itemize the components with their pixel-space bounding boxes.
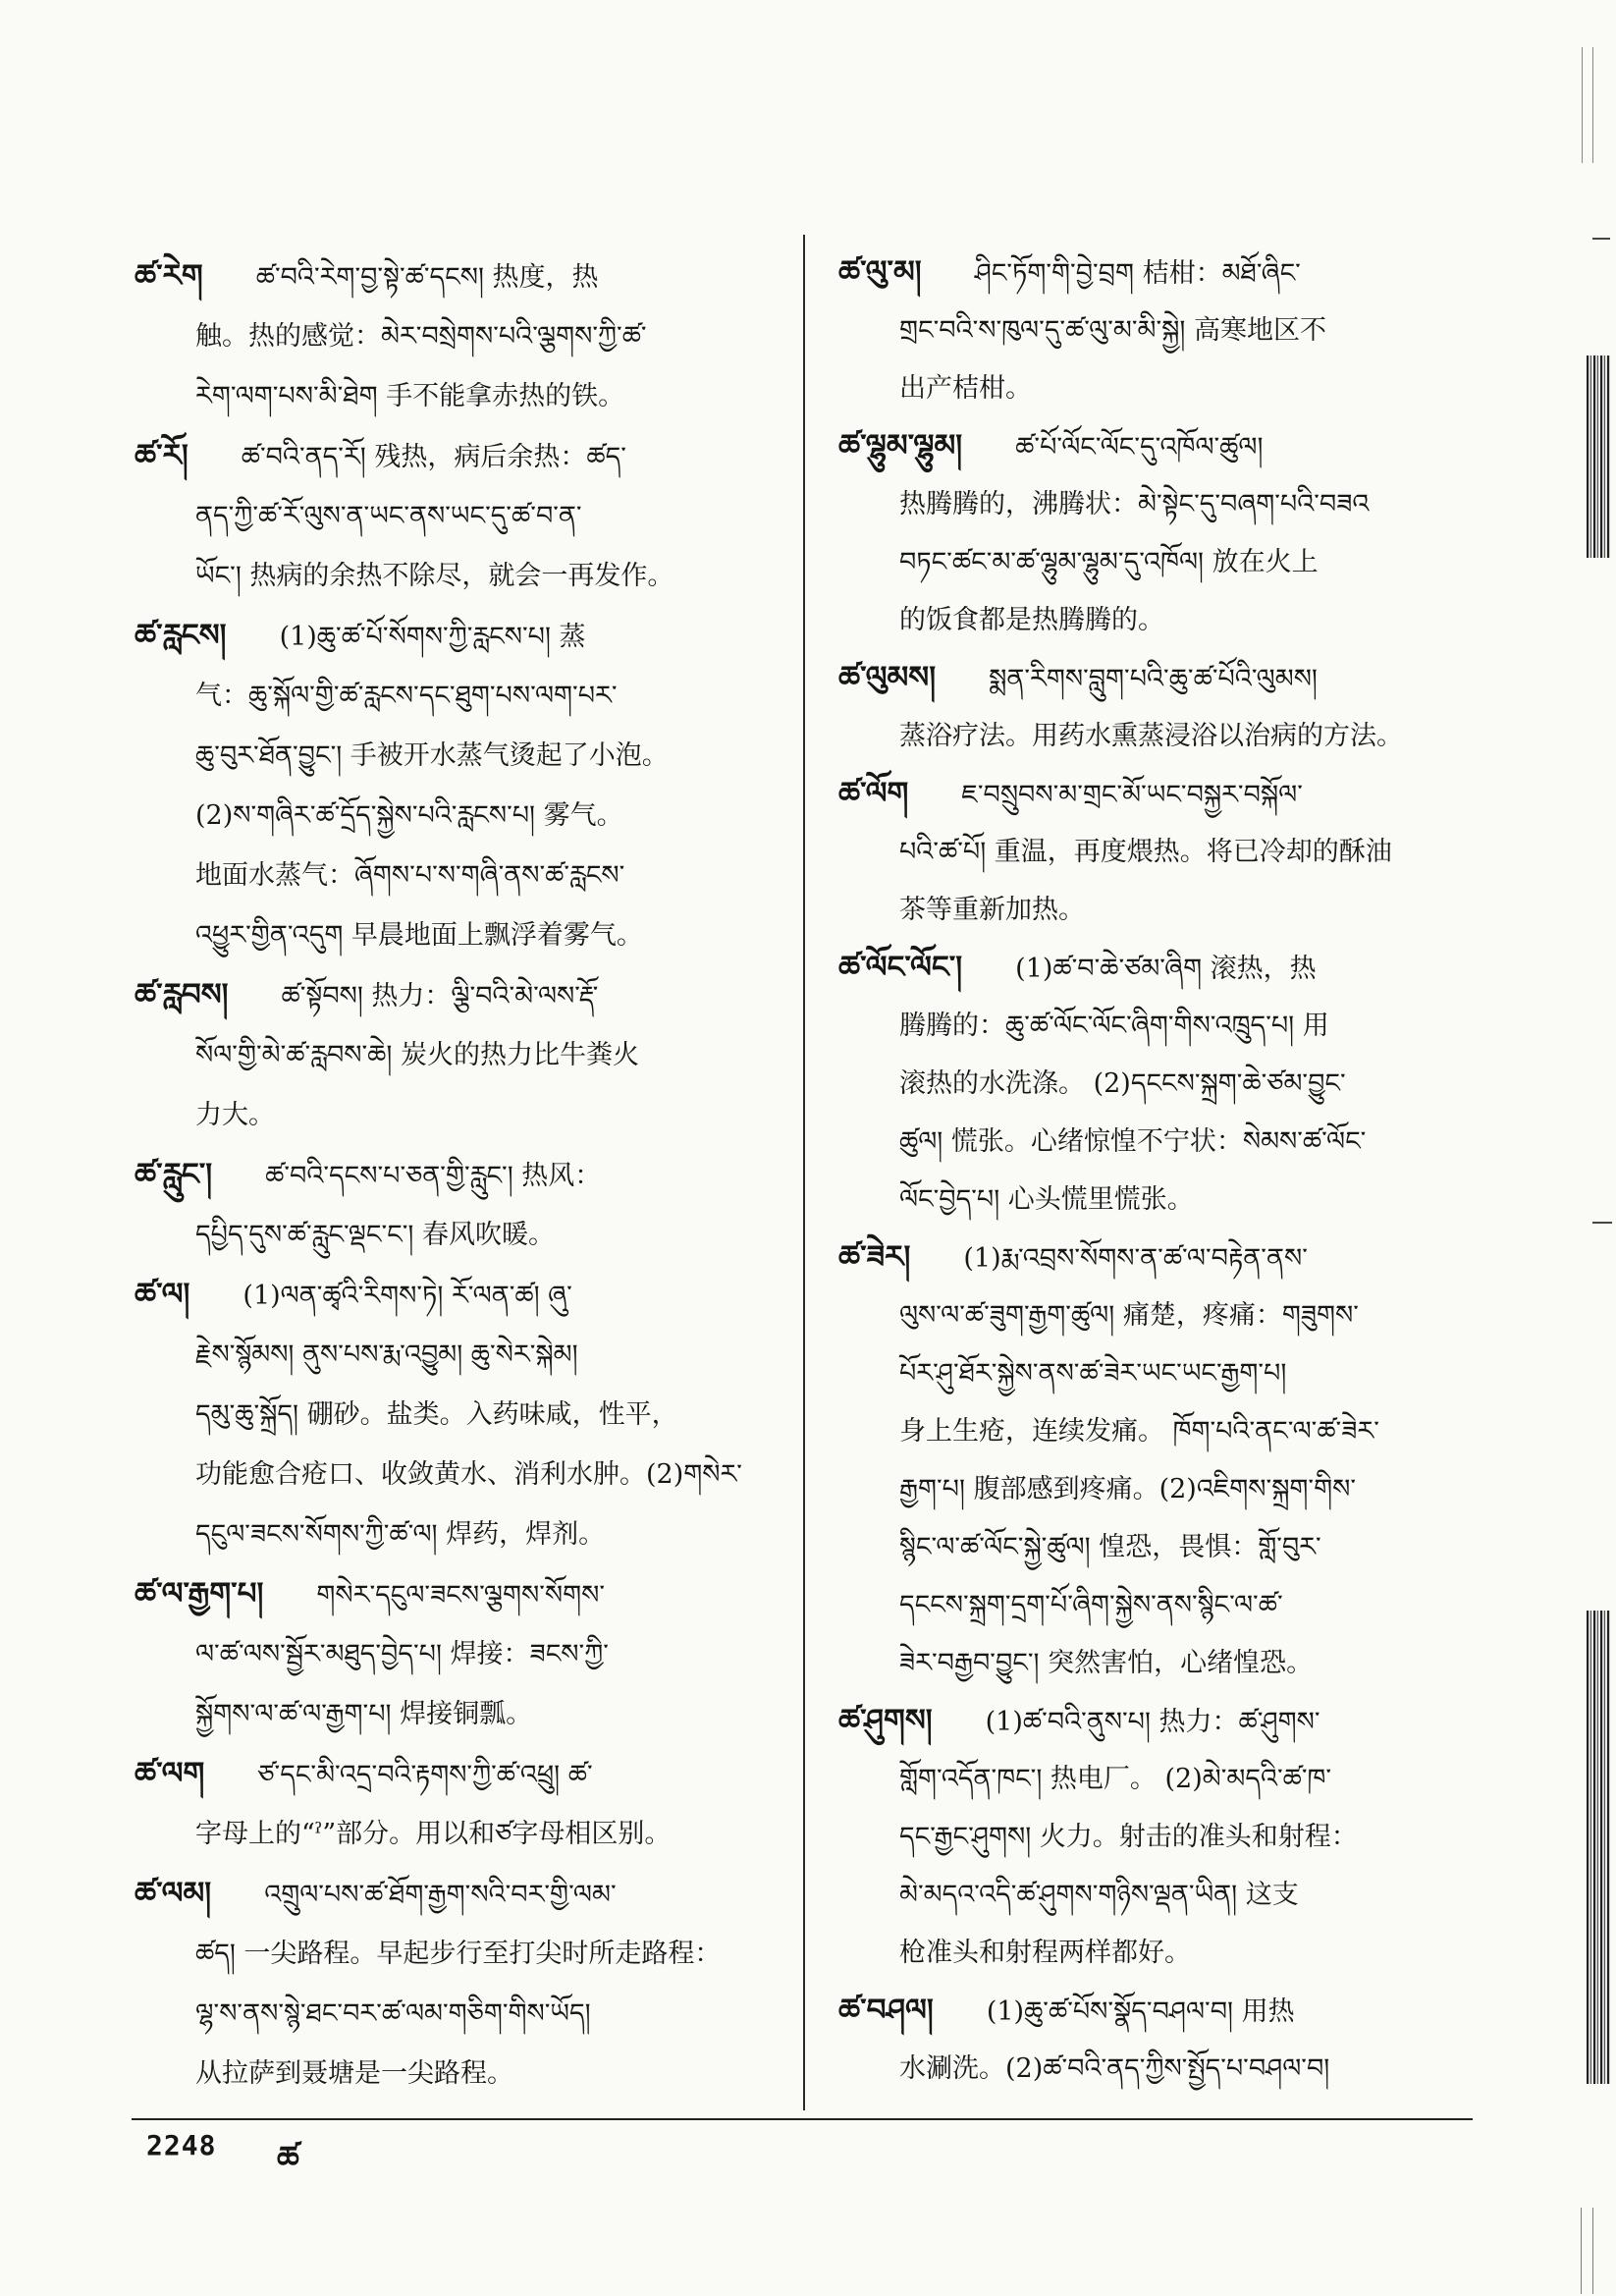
- definition-text: 腾腾的：ཆུ་ཚ་ལོང་ལོང་ཞིག་གིས་འཁྲུད་པ། 用: [899, 1011, 1329, 1041]
- entry-first-line: [135, 246, 777, 306]
- dictionary-entry: [135, 965, 777, 1145]
- entry-continuation-line: [838, 1113, 1480, 1171]
- definition-text: སོལ་གྱི་མེ་ཚ་རླབས་ཆེ། 炭火的热力比牛粪火: [195, 1040, 639, 1070]
- definition-text: པའི་ཚ་པོ། 重温，再度煨热。将已冷却的酥油: [899, 837, 1392, 867]
- dictionary-entry: [838, 417, 1480, 649]
- headword: ཚ་རེག: [135, 258, 203, 294]
- definition-text: ཚ་པོ་ལོང་ལོང་དུ་འཁོལ་ཚུལ།: [1015, 432, 1264, 463]
- definition-text: (1)ཆུ་ཚ་པོ་སོགས་ཀྱི་རླངས་པ། 蒸: [279, 622, 586, 652]
- definition-text: སྐྱོགས་ལ་ཚ་ལ་རྒྱག་པ། 焊接铜瓢。: [195, 1699, 533, 1729]
- entry-first-line: [135, 1744, 777, 1804]
- headword: ཚ་ལོང་ལོང་།: [838, 950, 963, 985]
- definition-text: (1)ཚ་བ་ཆེ་ཙམ་ཞིག 滚热，热: [1015, 954, 1317, 984]
- definition-text: འཕྱུར་གྱིན་འདུག 早晨地面上飘浮着雾气。: [195, 920, 643, 951]
- definition-text: པོར་ཤུ་ཐོར་སྐྱེས་ནས་ཚ་ཟེར་ཡང་ཡང་རྒྱག་པ།: [899, 1358, 1287, 1389]
- entry-continuation-line: [838, 591, 1480, 649]
- definition-text: འགྲུལ་པས་ཚ་ཐོག་རྒྱག་སའི་བར་གྱི་ལམ་: [264, 1880, 617, 1910]
- entry-continuation-line: [135, 1504, 777, 1564]
- headword: ཚ་ཟེར།: [838, 1239, 911, 1275]
- entry-continuation-line: [838, 1808, 1480, 1866]
- definition-text: 枪准头和射程两样都好。: [899, 1938, 1191, 1968]
- entry-continuation-line: [135, 1325, 777, 1385]
- dictionary-entry: [838, 1982, 1480, 2098]
- entry-continuation-line: [838, 1924, 1480, 1982]
- entry-continuation-line: [838, 1866, 1480, 1924]
- entry-continuation-line: [135, 666, 777, 726]
- headword: ཚ་ལུམས།: [838, 660, 937, 695]
- headword: ཚ་རླུང་།: [135, 1157, 213, 1192]
- entry-continuation-line: [838, 1750, 1480, 1808]
- entry-first-line: [838, 417, 1480, 475]
- dictionary-entry: [838, 1229, 1480, 1692]
- headword: ཚ་བཤལ།: [838, 1993, 934, 2028]
- definition-text: 蒸浴疗法。用药水熏蒸浸浴以治病的方法。: [899, 721, 1403, 751]
- definition-text: ལོང་བྱེད་པ། 心头慌里慌张。: [899, 1184, 1194, 1215]
- entry-continuation-line: [135, 306, 777, 366]
- definition-text: དཔྱིད་དུས་ཚ་རླུང་ལྡང་ང་། 春风吹暖。: [195, 1220, 555, 1250]
- definition-text: 从拉萨到聂塘是一尖路程。: [195, 2058, 513, 2089]
- definition-text: དང་རྒྱང་ཤུགས། 火力。射击的准头和射程：: [899, 1822, 1358, 1852]
- entry-continuation-line: [838, 1344, 1480, 1402]
- entry-continuation-line: [135, 1984, 777, 2044]
- headword: ཚ་རོ།: [135, 438, 189, 473]
- definition-text: དམུ་ཆུ་སྐྲོད། 硼砂。盐类。入药味咸，性平，: [195, 1399, 678, 1430]
- dictionary-entry: [135, 1265, 777, 1564]
- definition-text: 功能愈合疮口、收敛黄水、消利水肿。(2)གསེར་: [195, 1459, 742, 1490]
- scan-edge-artifact: [1577, 47, 1602, 163]
- entry-continuation-line: [135, 1205, 777, 1265]
- entry-first-line: [135, 1564, 777, 1624]
- entry-continuation-line: [135, 1924, 777, 1984]
- left-column: [135, 246, 777, 2104]
- definition-text: སྙིང་ལ་ཚ་ལོང་སྐྱེ་ཚུལ། 惶恐，畏惧：གློ་བུར་: [899, 1532, 1321, 1562]
- entry-first-line: [838, 1692, 1480, 1750]
- definition-text: ཤིང་ཏོག་གི་བྱེ་བྲག 桔柑：མཐོ་ཞིང་: [974, 258, 1301, 289]
- entry-continuation-line: [135, 1085, 777, 1145]
- scan-edge-tick: [1592, 1222, 1612, 1224]
- headword: ཚ་ཤུགས།: [838, 1703, 933, 1738]
- scan-edge-artifact: [1587, 355, 1610, 558]
- headword: ཚ་ལག: [135, 1756, 205, 1791]
- entry-continuation-line: [135, 486, 777, 546]
- section-letter: ཚ: [277, 2139, 299, 2176]
- dictionary-entry: [135, 426, 777, 606]
- entry-first-line: [838, 649, 1480, 707]
- definition-text: གྲང་བའི་ས་ཁུལ་དུ་ཚ་ལུ་མ་མི་སྐྱེ། 高寒地区不: [899, 315, 1326, 346]
- entry-continuation-line: [135, 2044, 777, 2104]
- entry-continuation-line: [838, 1055, 1480, 1113]
- headword: ཚ་ལ།: [135, 1277, 190, 1312]
- entry-continuation-line: [838, 2040, 1480, 2098]
- definition-text: (1)ལན་ཚྭའི་རིགས་ཏེ། རོ་ལན་ཚ། ཞུ་: [242, 1281, 572, 1311]
- definition-text: ཚ་བའི་དངས་པ་ཅན་གྱི་རླུང་། 热风：: [265, 1161, 602, 1191]
- footer-rule: [132, 2118, 1473, 2120]
- entry-continuation-line: [135, 1624, 777, 1684]
- entry-first-line: [838, 244, 1480, 301]
- headword: ཚ་ལྷུམ་ལྷུམ།: [838, 428, 963, 464]
- dictionary-entry: [838, 649, 1480, 765]
- scan-edge-artifact: [1575, 2208, 1604, 2294]
- dictionary-entry: [135, 1864, 777, 2104]
- headword: ཚ་ལུ་མ།: [838, 254, 922, 290]
- definition-text: གློག་འདོན་ཁང་། 热电厂。 (2)མེ་མདའི་ཚ་ཁ་: [899, 1764, 1332, 1794]
- definition-text: (2)ས་གཞིར་ཚ་དྲོད་སྐྱེས་པའི་རླངས་པ། 雾气。: [195, 800, 623, 831]
- entry-continuation-line: [838, 1518, 1480, 1576]
- definition-text: (1)ཆུ་ཚ་པོས་སྣོད་བཤལ་བ། 用热: [986, 1996, 1295, 2027]
- definition-text: ཚ་བའི་ནད་རོ། 残热，病后余热：ཚད་: [241, 442, 626, 472]
- definition-text: ལྷ་ས་ནས་སྙེ་ཐང་བར་ཚ་ལམ་གཅིག་གིས་ཡོད།: [195, 1998, 591, 2029]
- page-number: 2248: [146, 2129, 217, 2161]
- entry-continuation-line: [135, 1025, 777, 1085]
- headword: ཚ་རླངས།: [135, 618, 227, 653]
- definition-text: བཏང་ཚང་མ་ཚ་ལྷུམ་ལྷུམ་དུ་འཁོལ། 放在火上: [899, 547, 1319, 577]
- definition-text: ཚ་སྟོབས། 热力：ལྕི་བའི་མེ་ལས་རྡོ་: [281, 981, 599, 1011]
- definition-text: 身上生疮，连续发痛。 ཁོག་པའི་ནང་ལ་ཚ་ཟེར་: [899, 1416, 1379, 1447]
- definition-text: ཟེར་བརྒྱབ་བྱུང་། 突然害怕，心绪惶恐。: [899, 1648, 1314, 1678]
- definition-text: མེ་མདའ་འདི་ཚ་ཤུགས་གཉིས་ལྡན་ཡིན། 这支: [899, 1880, 1299, 1910]
- definition-text: ལ་ཚ་ལས་སྦྱོར་མཐུད་བྱེད་པ། 焊接：ཟངས་ཀྱི་: [195, 1639, 609, 1669]
- entry-first-line: [838, 1229, 1480, 1286]
- headword: ཚ་ལོག: [838, 776, 909, 811]
- headword: ཚ་རླབས།: [135, 977, 229, 1012]
- definition-text: 气：ཆུ་སྐོལ་གྱི་ཚ་རླངས་དང་ཐུག་པས་ལག་པར་: [195, 681, 618, 711]
- entry-continuation-line: [135, 546, 777, 606]
- definition-text: (1)རྨ་འབྲས་སོགས་ན་ཚ་ལ་བརྟེན་ནས་: [963, 1243, 1308, 1274]
- definition-text: རེག་ལག་པས་མི་ཐེག 手不能拿赤热的铁。: [195, 381, 625, 411]
- definition-text: གསེར་དངུལ་ཟངས་ལྕགས་སོགས་: [316, 1580, 606, 1611]
- dictionary-entry: [838, 244, 1480, 417]
- dictionary-entry: [135, 246, 777, 426]
- entry-continuation-line: [838, 301, 1480, 359]
- entry-first-line: [838, 1982, 1480, 2040]
- entry-continuation-line: [838, 1286, 1480, 1344]
- entry-continuation-line: [838, 359, 1480, 417]
- definition-text: སྨན་རིགས་བླུག་པའི་ཆུ་ཚ་པོའི་ལུམས།: [989, 664, 1318, 694]
- definition-text: དངུལ་ཟངས་སོགས་ཀྱི་ཚ་ལ། 焊药，焊剂。: [195, 1519, 606, 1550]
- entry-continuation-line: [135, 786, 777, 846]
- definition-text: 字母上的“ˀ”部分。用以和ཙ字母相区别。: [195, 1819, 672, 1849]
- entry-continuation-line: [135, 905, 777, 965]
- headword: ཚ་ལམ།: [135, 1876, 212, 1911]
- entry-continuation-line: [838, 997, 1480, 1055]
- definition-text: 力大。: [195, 1100, 275, 1130]
- entry-first-line: [838, 939, 1480, 997]
- headword: ཚ་ལ་རྒྱག་པ།: [135, 1576, 264, 1612]
- entry-first-line: [135, 965, 777, 1025]
- entry-continuation-line: [838, 1402, 1480, 1460]
- definition-text: 水涮洗。(2)ཚ་བའི་ནད་ཀྱིས་སྤྱོད་པ་བཤལ་བ།: [899, 2053, 1330, 2084]
- dictionary-entry: [135, 1744, 777, 1864]
- scan-edge-artifact: [1587, 1611, 1610, 2084]
- definition-text: ཙ་དང་མི་འདྲ་བའི་རྟགས་ཀྱི་ཚ་འཕྲུ། ཚ་: [257, 1760, 593, 1790]
- definition-text: ནད་ཀྱི་ཚ་རོ་ལུས་ན་ཡང་ནས་ཡང་དུ་ཚ་བ་ན་: [195, 501, 582, 531]
- entry-continuation-line: [838, 707, 1480, 765]
- dictionary-entry: [838, 1692, 1480, 1982]
- definition-text: རྗེས་སྙོམས། ནུས་པས་རྨ་འབྱུམ། ཆུ་སེར་སྐེམ།: [195, 1339, 578, 1370]
- definition-text: 滚热的水洗涤。 (2)དངངས་སྐྲག་ཆེ་ཙམ་བྱུང་: [899, 1068, 1346, 1099]
- definition-text: ཡོང་། 热病的余热不除尽，就会一再发作。: [195, 561, 674, 591]
- definition-text: ཚ་བའི་རེག་བྱ་སྟེ་ཚ་དངས། 热度，热: [255, 262, 599, 293]
- dictionary-entry: [135, 1564, 777, 1744]
- definition-text: 触。热的感觉：མེར་བསྲེགས་པའི་ལྕགས་ཀྱི་ཚ་: [195, 321, 647, 352]
- dictionary-entry: [135, 1145, 777, 1265]
- definition-text: (1)ཚ་བའི་ནུས་པ། 热力：ཚ་ཤུགས་: [985, 1707, 1320, 1737]
- entry-continuation-line: [838, 881, 1480, 939]
- definition-text: ཆུ་བུར་ཐོན་བྱུང་། 手被开水蒸气烫起了小泡。: [195, 740, 669, 771]
- entry-continuation-line: [135, 846, 777, 905]
- entry-continuation-line: [838, 1460, 1480, 1518]
- entry-continuation-line: [135, 1385, 777, 1445]
- dictionary-entry: [135, 606, 777, 965]
- right-column: [838, 244, 1480, 2098]
- entry-first-line: [135, 426, 777, 486]
- definition-text: 出产桔柑。: [899, 373, 1032, 404]
- entry-continuation-line: [135, 366, 777, 426]
- definition-text: དངངས་སྐྲག་དྲག་པོ་ཞིག་སྐྱེས་ནས་སྙིང་ལ་ཚ་: [899, 1590, 1283, 1620]
- scan-edge-tick: [1592, 238, 1610, 240]
- entry-continuation-line: [838, 1634, 1480, 1692]
- column-divider: [803, 235, 805, 2110]
- definition-text: 茶等重新加热。: [899, 895, 1085, 925]
- entry-continuation-line: [135, 726, 777, 786]
- dictionary-entry: [838, 939, 1480, 1229]
- entry-continuation-line: [135, 1445, 777, 1504]
- entry-continuation-line: [135, 1684, 777, 1744]
- definition-text: 的饭食都是热腾腾的。: [899, 605, 1164, 635]
- entry-first-line: [135, 1265, 777, 1325]
- entry-first-line: [135, 606, 777, 666]
- definition-text: ལུས་ལ་ཚ་ཟུག་རྒྱག་ཚུལ། 痛楚，疼痛：གཟུགས་: [899, 1300, 1359, 1331]
- definition-text: རྒྱག་པ། 腹部感到疼痛。(2)འཇིགས་སྐྲག་གིས་: [899, 1474, 1357, 1504]
- entry-continuation-line: [838, 475, 1480, 533]
- definition-text: ཚད། 一尖路程。早起步行至打尖时所走路程：: [195, 1939, 722, 1969]
- definition-text: ཚུལ། 慌张。心绪惊惶不宁状：སེམས་ཚ་ལོང་: [899, 1126, 1367, 1157]
- entry-continuation-line: [838, 823, 1480, 881]
- entry-continuation-line: [838, 533, 1480, 591]
- definition-text: 地面水蒸气：ཞོགས་པ་ས་གཞི་ནས་ཚ་རླངས་: [195, 860, 625, 891]
- entry-continuation-line: [135, 1804, 777, 1864]
- entry-continuation-line: [838, 1576, 1480, 1634]
- definition-text: 热腾腾的，沸腾状：མེ་སྟེང་དུ་བཞག་པའི་བཟའ: [899, 489, 1370, 519]
- entry-continuation-line: [838, 1171, 1480, 1229]
- entry-first-line: [135, 1864, 777, 1924]
- dictionary-entry: [838, 765, 1480, 939]
- definition-text: ཇ་བསྲུབས་མ་གྲང་མོ་ཡང་བསྐྱར་བསྐོལ་: [961, 780, 1303, 810]
- entry-first-line: [135, 1145, 777, 1205]
- entry-first-line: [838, 765, 1480, 823]
